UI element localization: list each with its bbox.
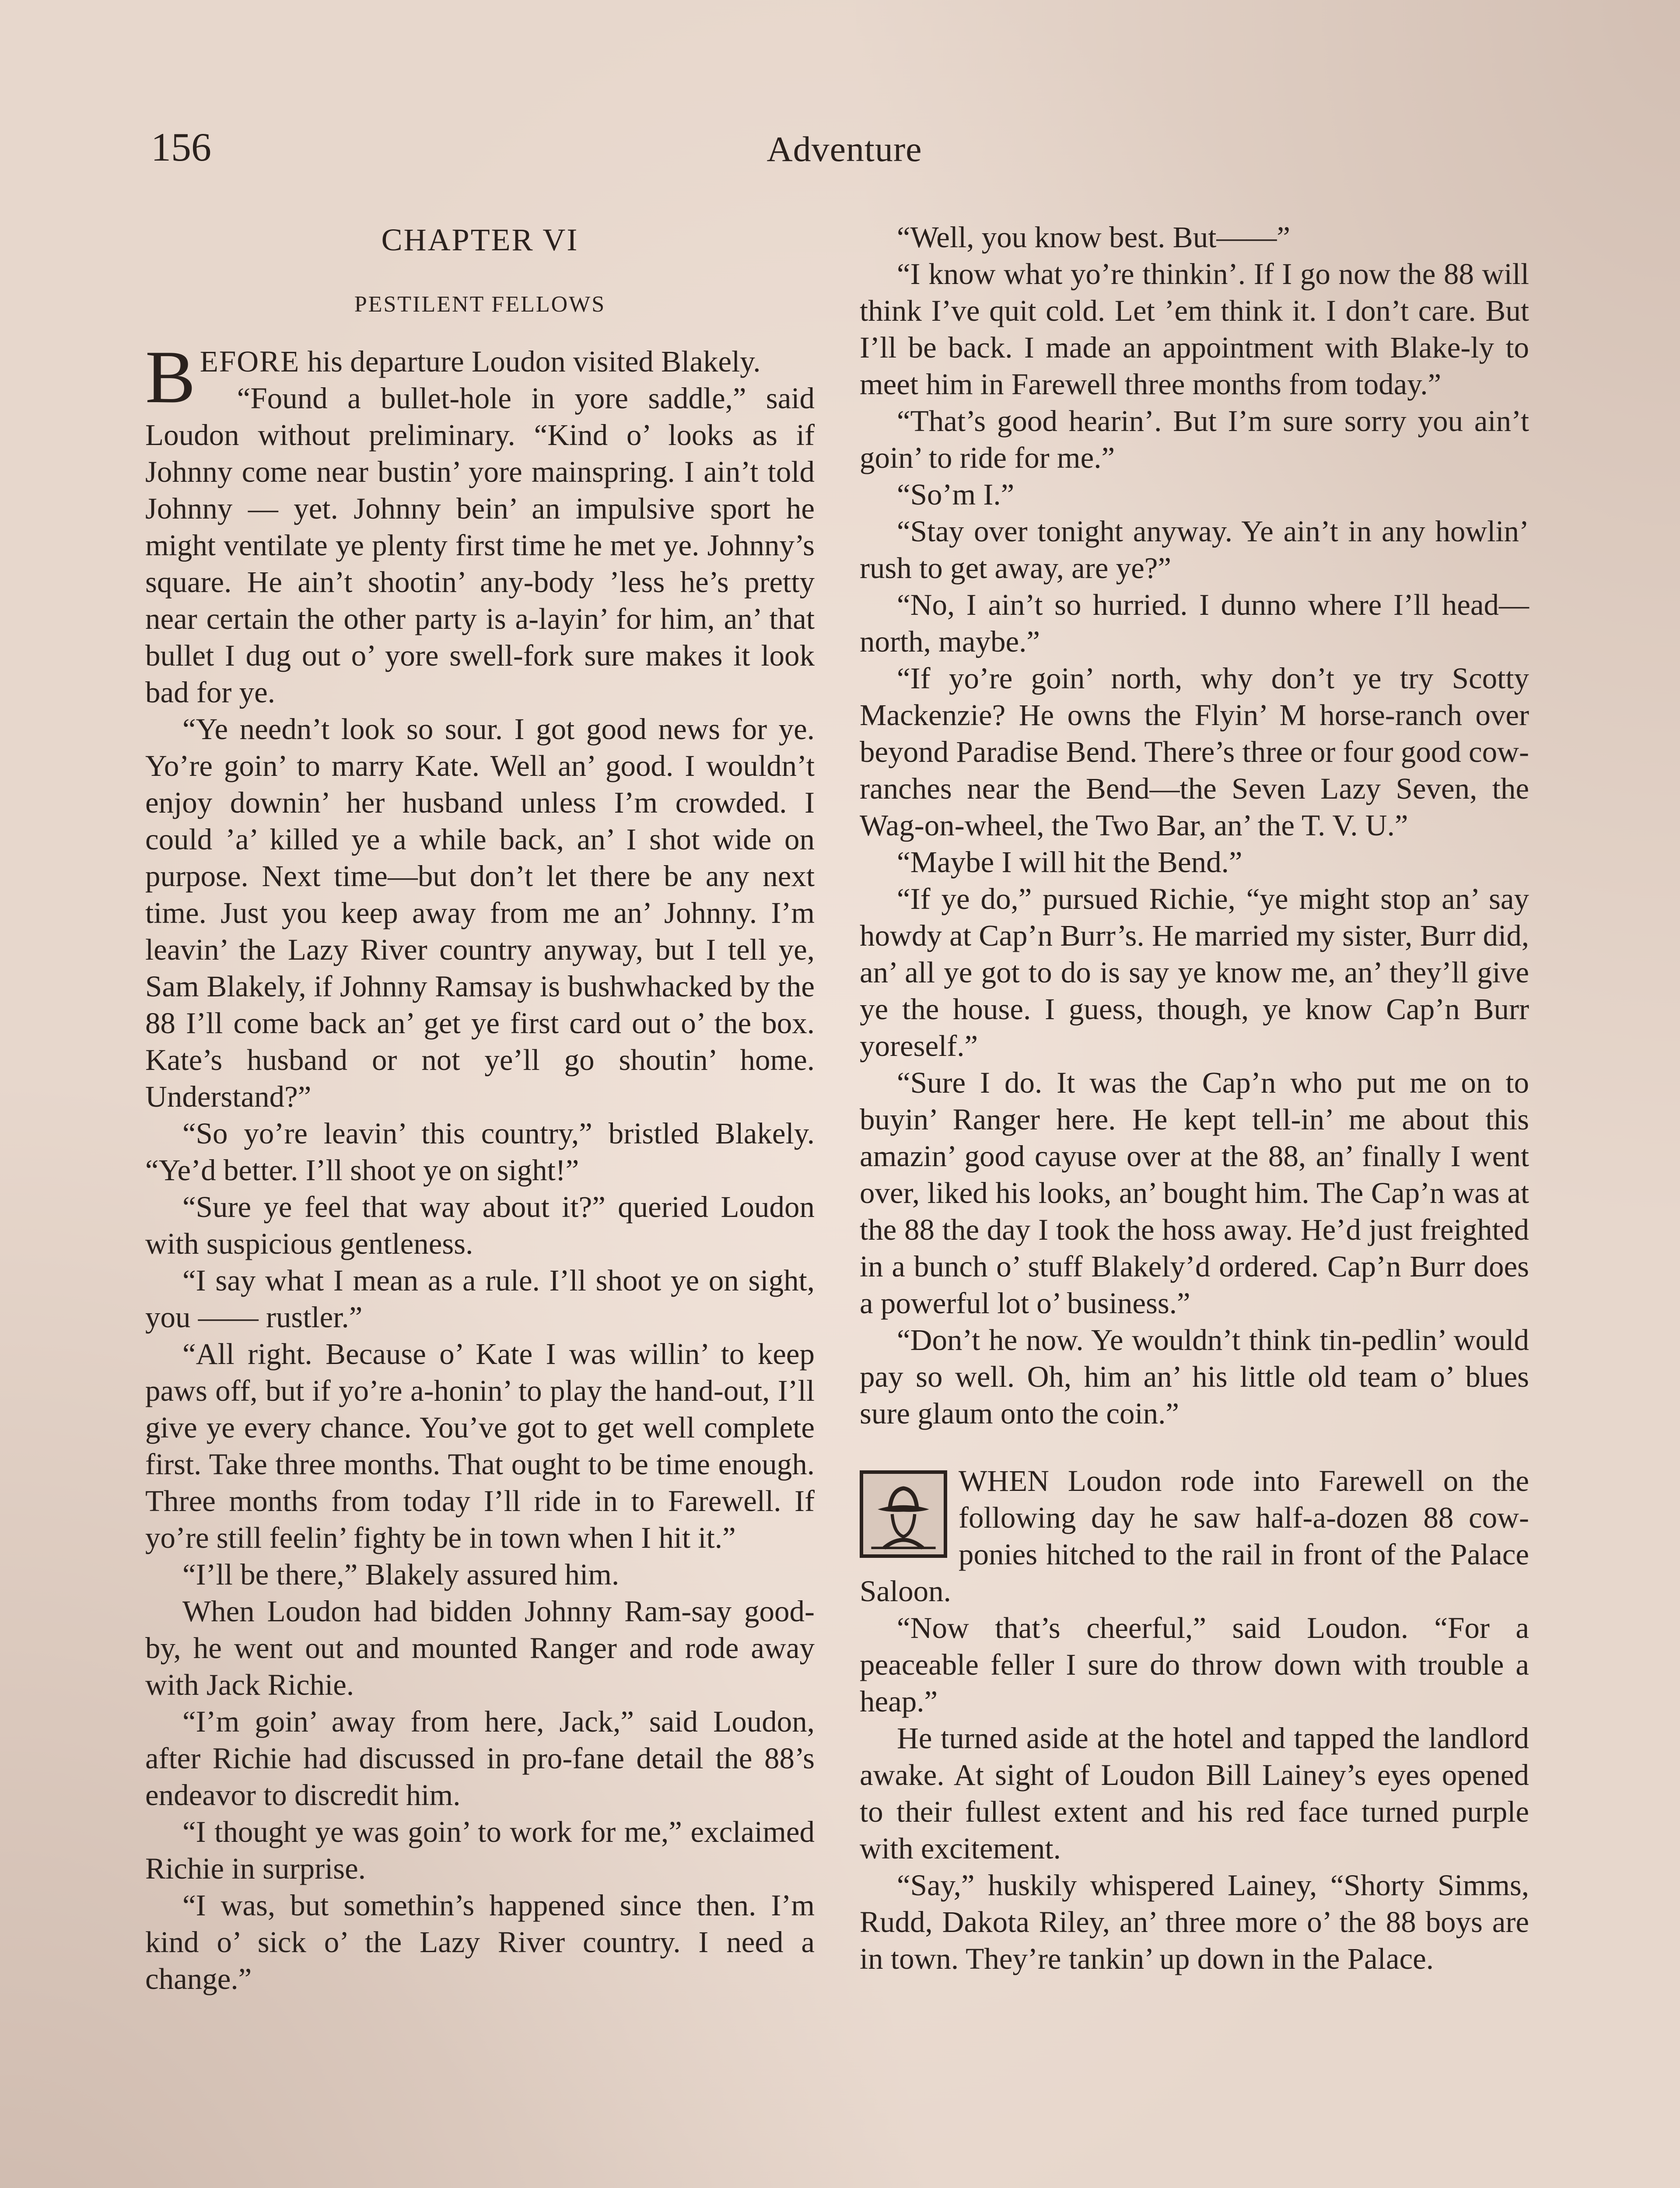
paragraph: “I say what I mean as a rule. I’ll shoot ye on sight, you —— rustler.”	[145, 1264, 815, 1334]
chapter-subtitle: PESTILENT FELLOWS	[354, 292, 606, 317]
paragraph: “Sure ye feel that way about it?” queried Loudon with suspicious gentleness.	[145, 1190, 815, 1260]
running-head: Adventure	[766, 129, 922, 169]
chapter-title: CHAPTER VI	[381, 222, 579, 257]
paragraph: “So’m I.”	[897, 478, 1015, 511]
paragraph: “Don’t he now. Ye wouldn’t think tin-pedlin’ would pay so well. Oh, him an’ his little old team o’ blues sure glaum onto the coin.”	[860, 1323, 1529, 1430]
page-number: 156	[151, 125, 211, 169]
paragraph: “All right. Because o’ Kate I was willin’ to keep paws off, but if yo’re a-honin’ to play the hand-out, I’ll give ye every chance. You’ve got to get well complete first. Take three months. That ought to be time enough. Three months from today I’ll ride in to Farewell. If yo’re still feelin’ fighty be in town when I hit it.”	[145, 1337, 815, 1554]
paragraph: “Well, you know best. But——”	[897, 221, 1290, 254]
paragraph: “No, I ain’t so hurried. I dunno where I’ll head—north, maybe.”	[860, 588, 1529, 658]
paragraph: “Stay over tonight anyway. Ye ain’t in any howlin’ rush to get away, are ye?”	[860, 515, 1529, 585]
left-column	[145, 219, 815, 1997]
paragraph: “If ye do,” pursued Richie, “ye might stop an’ say howdy at Cap’n Burr’s. He married my sister, Burr did, an’ all ye got to do is say ye know me, an’ they’ll give ye the house. I guess, though, ye know Cap’n Burr yoreself.”	[860, 882, 1529, 1062]
section-break	[860, 1432, 1529, 1462]
section-opening-text: WHEN Loudon rode into Farewell on the following day he saw half-a-dozen 88 cow-ponies hitched to the rail in front of the Palace Saloon.	[860, 1464, 1529, 1608]
paragraph: “Found a bullet-hole in yore saddle,” said Loudon without preliminary. “Kind o’ looks as if Johnny come near bustin’ yore mainspring. I ain’t told Johnny — yet. Johnny bein’ an impulsive sport he might ventilate ye plenty first time he met ye. Johnny’s square. He ain’t shootin’ any-body ’less he’s pretty near certain the other party is a-layin’ for him, an’ that bullet I dug out o’ yore swell-fork sure makes it look bad for ye.	[145, 382, 815, 709]
opening-paragraph	[145, 336, 815, 419]
opening-text: his departure Loudon visited Blakely.	[300, 345, 761, 378]
paragraph: When Loudon had bidden Johnny Ram-say good-by, he went out and mounted Ranger and rode away with Jack Richie.	[145, 1595, 815, 1701]
paragraph: “I know what yo’re thinkin’. If I go now the 88 will think I’ve quit cold. Let ’em think it. I don’t care. But I’ll be back. I made an appointment with Blake-ly to meet him in Farewell three months from today.”	[860, 257, 1529, 401]
paragraph: “So yo’re leavin’ this country,” bristled Blakely. “Ye’d better. I’ll shoot ye on sight!”	[145, 1117, 815, 1187]
paragraph: “Say,” huskily whispered Lainey, “Shorty Simms, Rudd, Dakota Riley, an’ three more o’ the 88 boys are in town. They’re tankin’ up down in the Palace.	[860, 1869, 1529, 1975]
paragraph: “Maybe I will hit the Bend.”	[897, 845, 1242, 879]
paragraph: “If yo’re goin’ north, why don’t ye try Scotty Mackenzie? He owns the Flyin’ M horse-ranch over beyond Paradise Bend. There’s three or four good cow-ranches near the Bend—the Seven Lazy Seven, the Wag-on-wheel, the Two Bar, an’ the T. V. U.”	[860, 662, 1529, 842]
paragraph: “Sure I do. It was the Cap’n who put me on to buyin’ Ranger here. He kept tell-in’ me about this amazin’ good cayuse over at the 88, an’ finally I went over, liked his looks, an’ bought him. The Cap’n was at the 88 the day I took the hoss away. He’d just freighted in a bunch o’ stuff Blakely’d ordered. Cap’n Burr does a powerful lot o’ business.”	[860, 1066, 1529, 1320]
paragraph: “I was, but somethin’s happened since then. I’m kind o’ sick o’ the Lazy River country. I need a change.”	[145, 1889, 815, 1995]
cowboy-vignette-icon	[860, 1470, 947, 1558]
paragraph: “I thought ye was goin’ to work for me,” exclaimed Richie in surprise.	[145, 1815, 815, 1885]
opening-small-caps: EFORE	[200, 345, 300, 378]
paragraph: “Ye needn’t look so sour. I got good news for ye. Yo’re goin’ to marry Kate. Well an’ good. I wouldn’t enjoy downin’ her husband unless I’m crowded. I could ’a’ killed ye a while back, an’ I shot wide on purpose. Next time—but don’t let there be any next time. Just you keep away from me an’ Johnny. I’m leavin’ the Lazy River country anyway, but I tell ye, Sam Blakely, if Johnny Ramsay is bushwhacked by the 88 I’ll come back an’ get ye first card out o’ the box. Kate’s husband or not ye’ll go shoutin’ home. Understand?”	[145, 712, 815, 1113]
paragraph: “That’s good hearin’. But I’m sure sorry you ain’t goin’ to ride for me.”	[860, 404, 1529, 474]
cowboy-hat-icon	[863, 1474, 944, 1554]
paragraph: He turned aside at the hotel and tapped the landlord awake. At sight of Loudon Bill Lainey’s eyes opened to their fullest extent and his red face turned purple with excitement.	[860, 1722, 1529, 1865]
right-column	[860, 219, 1529, 1977]
paragraph: “I’ll be there,” Blakely assured him.	[182, 1558, 620, 1591]
drop-cap: B	[145, 336, 196, 419]
paragraph: “I’m goin’ away from here, Jack,” said Loudon, after Richie had discussed in pro-fane detail the 88’s endeavor to discredit him.	[145, 1705, 815, 1812]
paragraph: “Now that’s cheerful,” said Loudon. “For a peaceable feller I sure do throw down with trouble a heap.”	[860, 1611, 1529, 1718]
section-opening-paragraph	[860, 1462, 1529, 1609]
